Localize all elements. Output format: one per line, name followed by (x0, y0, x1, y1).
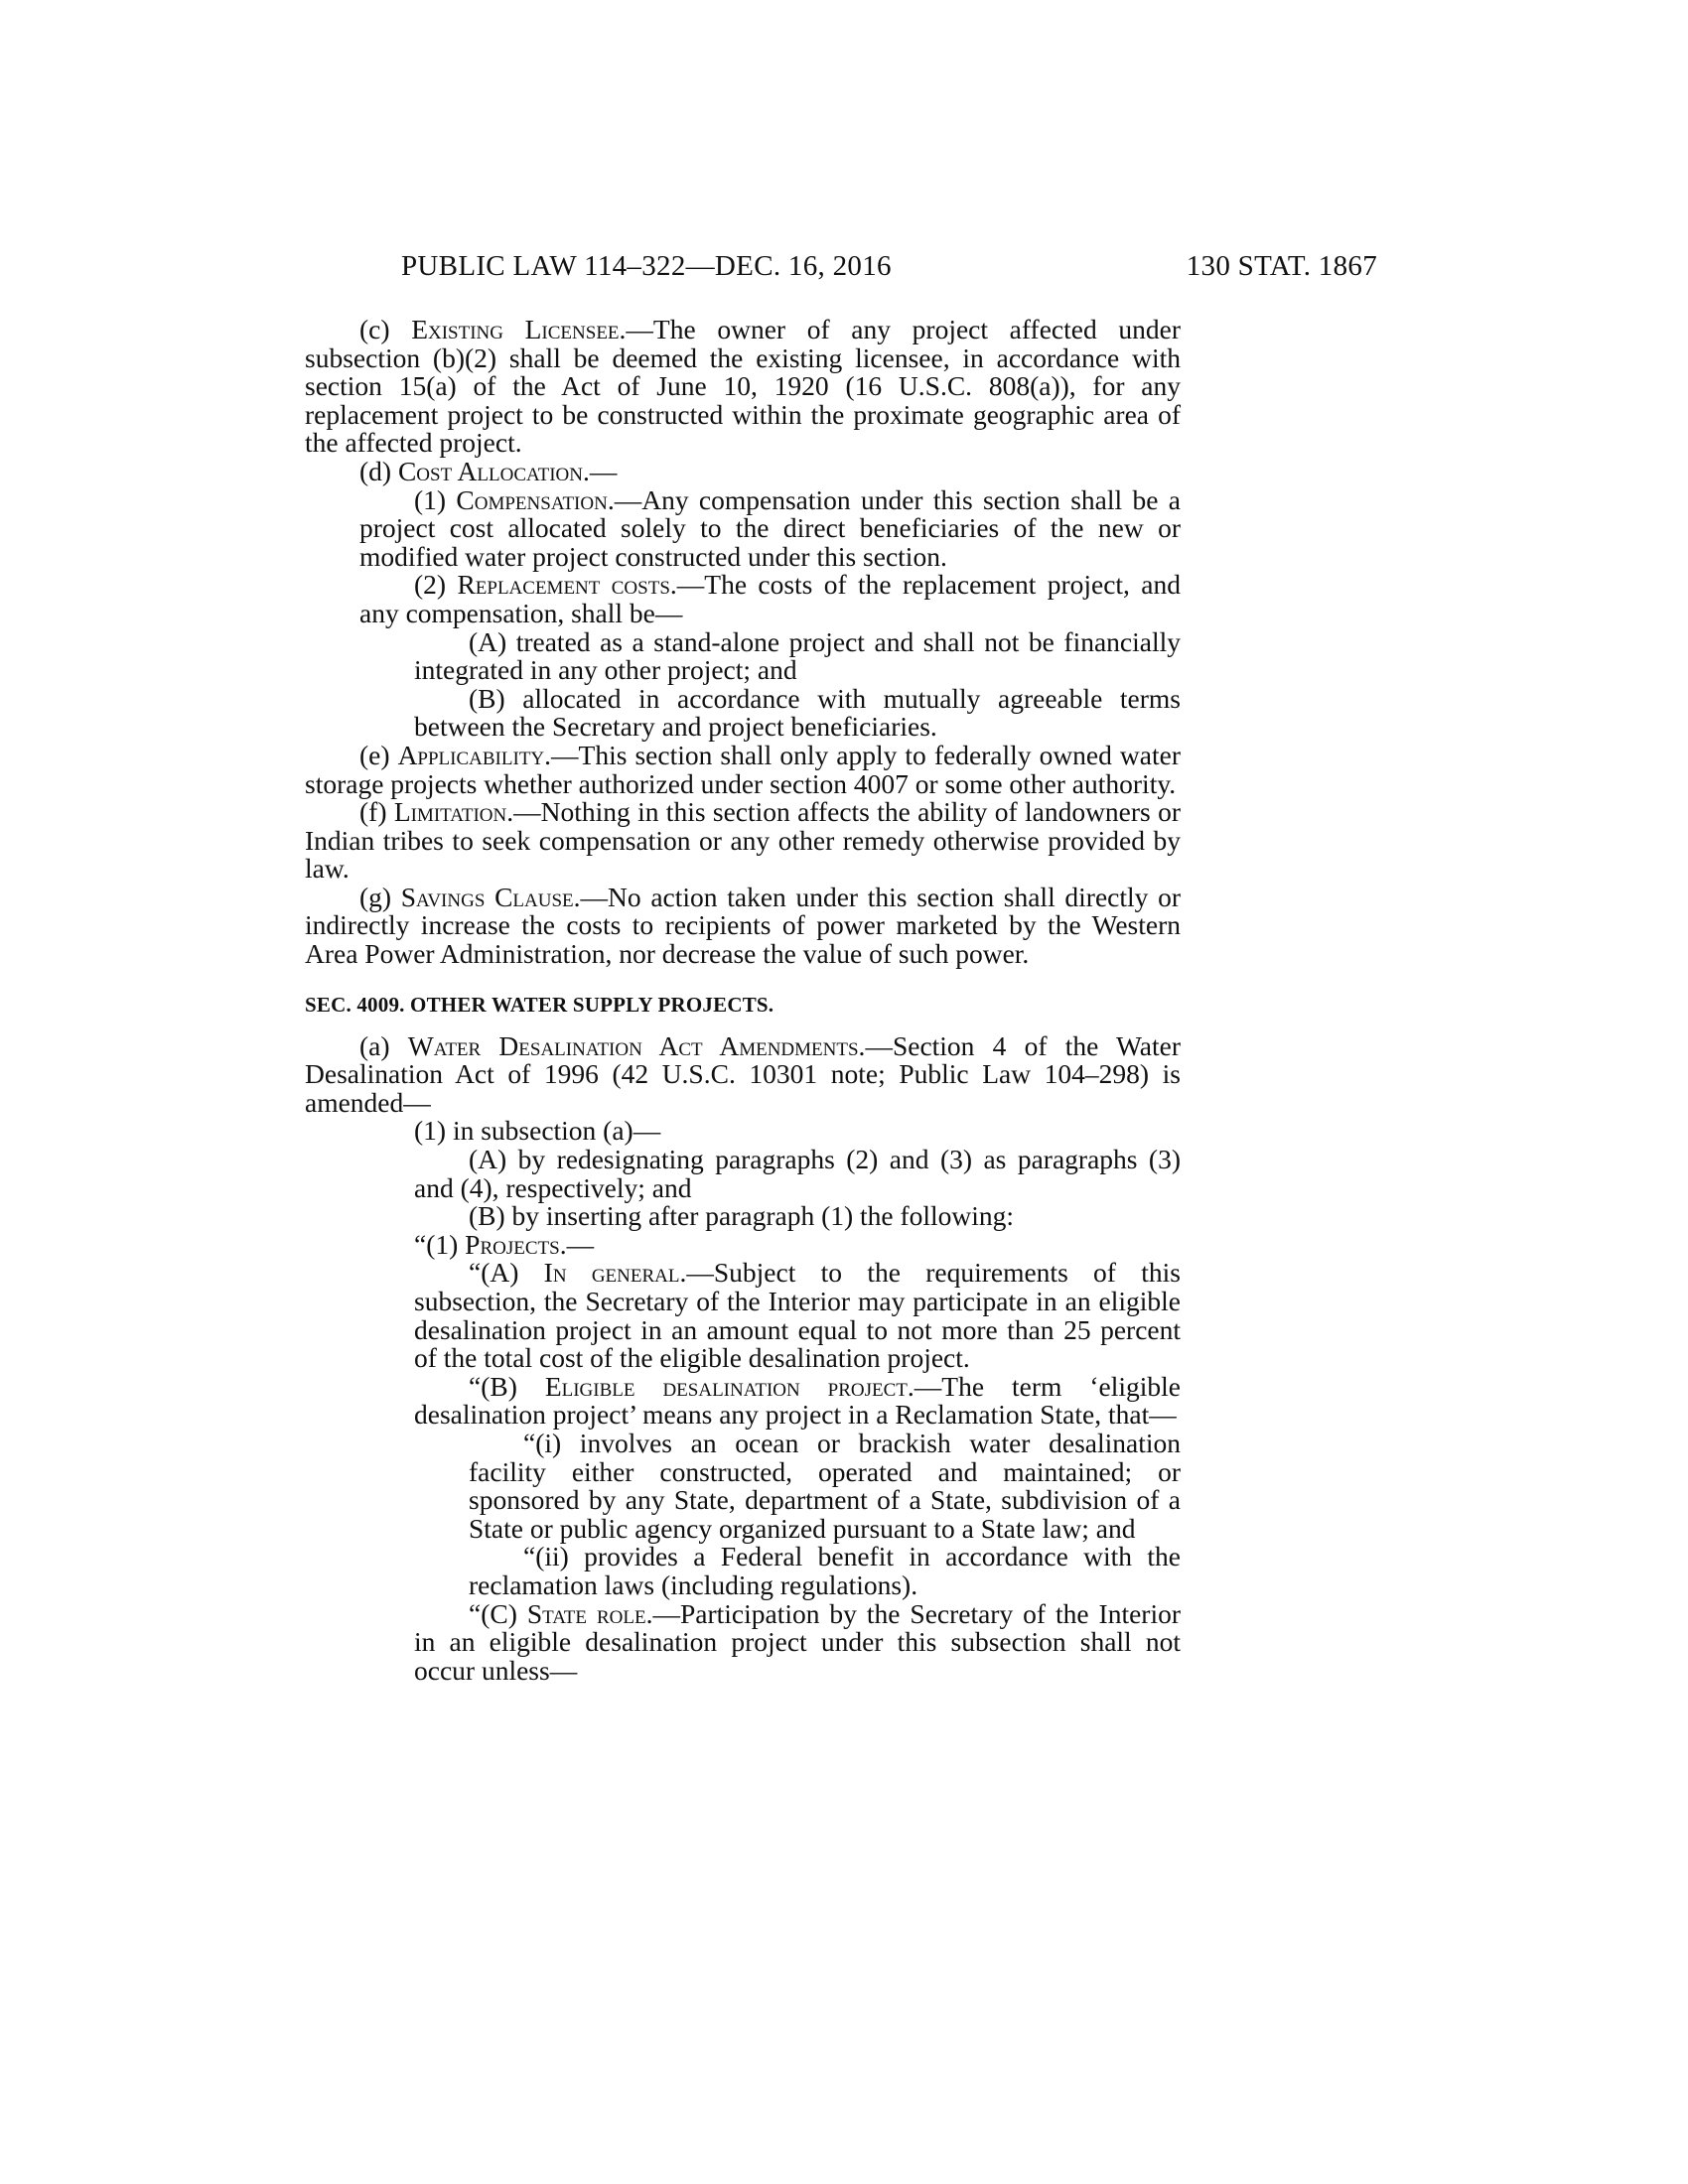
paragraph-text: (B) allocated in accordance with mutually agreeable terms between the Secretary and project beneficiaries. (414, 682, 1181, 743)
public-law-citation: PUBLIC LAW 114–322—DEC. 16, 2016 (401, 250, 892, 282)
paragraph-heading: Cost Allocation. (397, 455, 590, 486)
paragraph-e-applicability (305, 739, 1181, 799)
paragraph-heading: Existing Licensee. (411, 314, 627, 344)
paragraph-heading: Projects. (465, 1228, 567, 1260)
page-header (305, 250, 1377, 290)
paragraph-d-cost-allocation (305, 455, 1181, 486)
paragraph-lead: (g) (359, 881, 401, 912)
quoted-clause-i (305, 1427, 1181, 1544)
paragraph-text: — (589, 455, 618, 486)
paragraph-heading: Limitation. (393, 796, 514, 828)
paragraph-c-existing-licensee (305, 316, 1181, 458)
paragraph-text: —Nothing in this section affects the ability of landowners or Indian tribes to seek compensation or any other remedy otherwise provided by law. (305, 796, 1181, 885)
quoted-paragraph-1-projects (305, 1228, 1181, 1260)
paragraph-lead: (1) (414, 483, 457, 515)
paragraph-d2a (305, 625, 1181, 686)
paragraph-lead: (e) (359, 739, 398, 770)
paragraph-lead: (f) (359, 796, 394, 828)
paragraph-text: (B) by inserting after paragraph (1) the following: (469, 1200, 1015, 1232)
paragraph-heading: Eligible desalination project. (544, 1370, 914, 1402)
paragraph-text: —The costs of the replacement project, and any compensation, shall be— (359, 569, 1181, 628)
paragraph-a-water-desalination-act-amendments (305, 1029, 1182, 1118)
paragraph-text: —Section 4 of the Water Desalination Act of 1996 (42 U.S.C. 10301 note; Public Law 104–298) is amended— (305, 1029, 1182, 1118)
paragraph-text: (1) in subsection (a)— (414, 1115, 661, 1147)
paragraph-heading: Compensation. (456, 483, 615, 515)
quoted-paragraph-a-in-general (305, 1259, 1181, 1372)
paragraph-heading: In general. (543, 1257, 687, 1289)
paragraph-g-savings-clause (305, 881, 1181, 970)
paragraph-d1-compensation (305, 483, 1181, 572)
paragraph-text: —The owner of any project affected under subsection (b)(2) shall be deemed the existing licensee, in accordance with section 15(a) of the Act of June 10, 1920 (16 U.S.C. 808(a)), for any replacement project to be constructed within the proximate geographic area of the affected project. (305, 314, 1181, 459)
paragraph-lead: (2) (414, 569, 458, 601)
paragraph-lead: (d) (359, 455, 398, 486)
paragraph-d2-replacement-costs (305, 571, 1181, 627)
paragraph-heading: Replacement costs. (457, 569, 677, 601)
paragraph-heading: Savings Clause. (400, 881, 581, 912)
paragraph-lead: (c) (359, 314, 412, 344)
paragraph-text: — (566, 1228, 595, 1260)
quoted-paragraph-c-state-role (305, 1597, 1182, 1686)
paragraph-f-limitation (305, 798, 1181, 884)
paragraph-text: —This section shall only apply to federally owned water storage projects whether authorized under section 4007 or some other authority. (305, 739, 1181, 799)
paragraph-text: (A) by redesignating paragraphs (2) and (3) as paragraphs (3) and (4), respectively; and (414, 1144, 1181, 1203)
paragraph-heading: Water Desalination Act Amendments. (407, 1029, 866, 1061)
paragraph-a1b (305, 1202, 1181, 1231)
paragraph-d2b (305, 682, 1181, 743)
paragraph-text: “(ii) provides a Federal benefit in accordance with the reclamation laws (including regulations). (469, 1541, 1181, 1600)
paragraph-lead: “(1) (414, 1228, 466, 1260)
statute-page-number: 130 STAT. 1867 (1186, 250, 1377, 282)
paragraph-text: —Participation by the Secretary of the Interior in an eligible desalination project under this subsection shall not occur unless— (414, 1597, 1182, 1686)
section-heading: SEC. 4009. OTHER WATER SUPPLY PROJECTS. (305, 992, 774, 1017)
paragraph-text: —The term ‘eligible desalination project’ means any project in a Reclamation State, that— (414, 1370, 1181, 1431)
paragraph-lead: “(A) (469, 1257, 544, 1289)
quoted-paragraph-b-eligible-desalination-project (305, 1370, 1181, 1431)
paragraph-heading: State role. (526, 1597, 653, 1629)
paragraph-a1 (305, 1117, 1181, 1146)
paragraph-text: “(i) involves an ocean or brackish water desalination facility either constructed, operated and maintained; or sponsored by any State, department of a State, subdivision of a State or public agency organized pursuant to a State law; and (469, 1427, 1181, 1544)
paragraph-text: (A) treated as a stand-alone project and shall not be financially integrated in any other project; and (414, 625, 1181, 686)
paragraph-heading: Applicability. (397, 739, 552, 770)
paragraph-text: —No action taken under this section shall directly or indirectly increase the costs to recipients of power marketed by the Western Area Power Administration, nor decrease the value of such power. (305, 881, 1181, 970)
paragraph-text: —Subject to the requirements of this subsection, the Secretary of the Interior may participate in an eligible desalination project in an amount equal to not more than 25 percent of the total cost of the eligible desalination project. (414, 1257, 1181, 1374)
paragraph-lead: “(C) (469, 1597, 527, 1629)
paragraph-lead: (a) (359, 1029, 408, 1061)
paragraph-a1a (305, 1146, 1181, 1202)
document-body (305, 316, 1181, 1685)
paragraph-text: —Any compensation under this section shall be a project cost allocated solely to the direct beneficiaries of the new or modified water project constructed under this section. (359, 483, 1181, 572)
paragraph-lead: “(B) (469, 1370, 545, 1402)
quoted-clause-ii (305, 1543, 1181, 1599)
